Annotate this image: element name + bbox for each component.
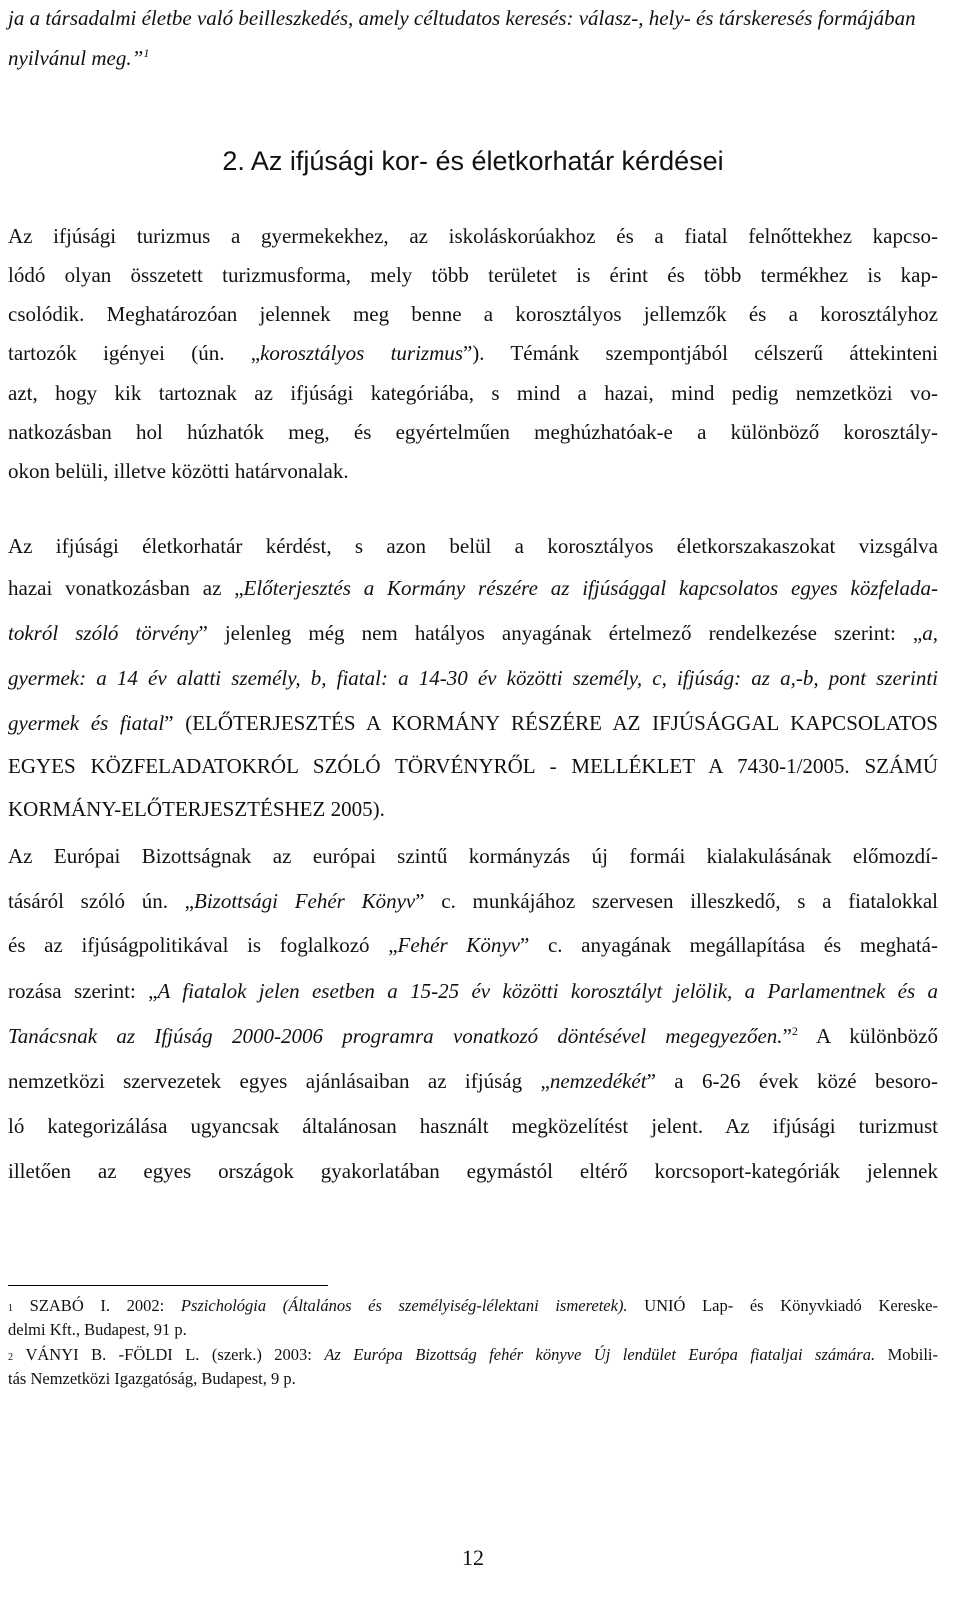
body-text: tokról szóló törvény bbox=[8, 621, 199, 645]
body-text: ” jelenleg még nem hatályos anyagának értelmező rendelkezése szerint: „ bbox=[198, 621, 923, 645]
body-text: Bizottsági Fehér Könyv bbox=[194, 889, 416, 913]
body-text: gyermek: a 14 év alatti személy, b, fiatal: a 14-30 év közötti személy, c, ifjúság: az a,-b, pont szerinti bbox=[8, 666, 938, 690]
body-text: ”). Témánk szempontjából célszerű áttekinteni bbox=[462, 341, 938, 365]
body-text: nemzetközi szervezetek egyes ajánlásaiban az ifjúság „ bbox=[8, 1069, 550, 1093]
footnote-line bbox=[8, 1320, 938, 1340]
body-text: ja a társadalmi életbe való beilleszkedés, amely céltudatos keresés: válasz-, hely- és társkeresés formájában bbox=[8, 6, 916, 30]
body-line bbox=[8, 45, 938, 71]
body-line bbox=[8, 665, 938, 691]
body-text: 7430-1/2005. bbox=[737, 754, 865, 778]
body-text: korosztályos turizmus bbox=[260, 341, 463, 365]
body-text: ” c. anyagának megállapítása és meghatá- bbox=[519, 933, 938, 957]
footnote-marker: 2 bbox=[8, 1352, 13, 1363]
body-line bbox=[8, 932, 938, 958]
body-text: okon belüli, illetve közötti határvonalak. bbox=[8, 459, 349, 483]
footnote-text: delmi Kft., Budapest, 91 p. bbox=[8, 1320, 187, 1339]
footnote-text: VÁNYI B. -FÖLDI L. bbox=[25, 1345, 200, 1364]
body-line bbox=[8, 843, 938, 869]
body-text: ” bbox=[782, 1024, 792, 1048]
footnote-line bbox=[8, 1345, 938, 1365]
body-text: gyermek és fiatal bbox=[8, 711, 165, 735]
body-line bbox=[8, 223, 938, 249]
body-text: natkozásban hol húzhatók meg, és egyértelműen meghúzhatóak-e a különböző korosztály- bbox=[8, 420, 938, 444]
body-text: nemzedékét bbox=[549, 1069, 647, 1093]
body-text: A különböző bbox=[797, 1024, 938, 1048]
footnote-text: SZABÓ I. bbox=[29, 1296, 110, 1315]
body-line bbox=[8, 301, 938, 327]
footnote-line bbox=[8, 1369, 938, 1389]
body-text: ” (ELŐTERJESZTÉS A KORMÁNY RÉSZÉRE AZ IFJÚSÁGGAL KAPCSOLATOS bbox=[164, 711, 938, 735]
section-heading: 2. Az ifjúsági kor- és életkorhatár kérdései bbox=[222, 146, 724, 176]
footnote-marker: 2 bbox=[791, 1024, 798, 1038]
footnote-marker: 1 bbox=[143, 46, 150, 60]
footnote-text: Mobili- bbox=[875, 1345, 938, 1364]
footnote-text: (szerk.) 2003: bbox=[199, 1345, 325, 1364]
body-text: azt, hogy kik tartoznak az ifjúsági kategóriába, s mind a hazai, mind pedig nemzetközi vo- bbox=[8, 381, 938, 405]
body-text: lódó olyan összetett turizmusforma, mely több területet is érint és több termékhez is kap- bbox=[8, 263, 938, 287]
body-line bbox=[8, 1023, 938, 1049]
body-text: és az ifjúságpolitikával is foglalkozó „ bbox=[8, 933, 398, 957]
body-line bbox=[8, 1158, 938, 1184]
body-text: ” c. munkájához szervesen illeszkedő, s a fiatalokkal bbox=[415, 889, 938, 913]
body-text: tartozók igényei (ún. „ bbox=[8, 341, 261, 365]
body-text: nyilvánul meg.” bbox=[8, 46, 144, 70]
body-line bbox=[8, 380, 938, 406]
body-line bbox=[8, 710, 938, 736]
body-line bbox=[8, 620, 938, 646]
body-text: hazai vonatkozásban az „ bbox=[8, 576, 244, 600]
body-line bbox=[8, 796, 938, 822]
footnote-marker: 1 bbox=[8, 1303, 13, 1314]
footnote-text: Az Európa Bizottság fehér könyve Új lendület Európa fiataljai számára. bbox=[324, 1345, 876, 1364]
body-text: tásáról szóló ún. „ bbox=[8, 889, 194, 913]
body-text: Fehér Könyv bbox=[397, 933, 520, 957]
body-line bbox=[8, 575, 938, 601]
body-text: KORMÁNY-ELŐTERJESZTÉSHEZ bbox=[8, 797, 331, 821]
footnote-text: UNIÓ Lap- és Könyvkiadó Kereske- bbox=[627, 1296, 938, 1315]
footnote-text bbox=[13, 1345, 25, 1364]
body-line bbox=[8, 458, 938, 484]
body-text: Előterjesztés a Kormány részére az ifjúsággal kapcsolatos egyes közfelada- bbox=[243, 576, 938, 600]
body-line bbox=[8, 978, 938, 1004]
body-text: illetően az egyes országok gyakorlatában egymástól eltérő korcsoport-kategóriák jelennek bbox=[8, 1159, 938, 1183]
body-text: EGYES KÖZFELADATOKRÓL SZÓLÓ TÖRVÉNYRŐL - MELLÉKLET A bbox=[8, 754, 738, 778]
body-text: Az ifjúsági turizmus a gyermekekhez, az iskoláskorúakhoz és a fiatal felnőttekhez kapcso- bbox=[8, 224, 938, 248]
footnote-line bbox=[8, 1296, 938, 1316]
body-text: Tanácsnak az Ifjúság 2000-2006 programra vonatkozó döntésével megegyezően. bbox=[8, 1024, 783, 1048]
footnote-text: tás Nemzetközi Igazgatóság, Budapest, 9 p. bbox=[8, 1369, 296, 1388]
body-text: Az ifjúsági életkorhatár kérdést, s azon belül a korosztályos életkorszakaszokat vizsgálva bbox=[8, 534, 938, 558]
body-text: SZÁMÚ bbox=[864, 754, 938, 778]
body-text: rozása szerint: „ bbox=[8, 979, 158, 1003]
body-text: ló kategorizálása ugyancsak általánosan használt megközelítést jelent. Az ifjúsági turizmust bbox=[8, 1114, 938, 1138]
body-text: 2005). bbox=[330, 797, 385, 821]
body-text: Az Európai Bizottságnak az európai szintű kormányzás új formái kialakulásának előmozdí- bbox=[8, 844, 938, 868]
body-text: csolódik. Meghatározóan jelennek meg benne a korosztályos jellemzők és a korosztályhoz bbox=[8, 302, 938, 326]
body-line bbox=[8, 262, 938, 288]
footnote-separator bbox=[8, 1285, 328, 1286]
body-text: A fiatalok jelen esetben a 15-25 év közötti korosztályt jelölik, a Parlamentnek és a bbox=[157, 979, 938, 1003]
body-line bbox=[8, 419, 938, 445]
body-line bbox=[8, 340, 938, 366]
body-line bbox=[8, 1068, 938, 1094]
body-text: ” a 6-26 évek közé besoro- bbox=[646, 1069, 938, 1093]
body-text: a, bbox=[922, 621, 939, 645]
footnote-text: Pszichológia (Általános és személyiség-lélektani ismeretek). bbox=[180, 1296, 628, 1315]
footnote-text: 2002: bbox=[110, 1296, 181, 1315]
footnote-text bbox=[13, 1296, 30, 1315]
body-line bbox=[8, 1113, 938, 1139]
page-number: 12 bbox=[462, 1545, 484, 1570]
body-line bbox=[8, 753, 938, 779]
body-line bbox=[8, 888, 938, 914]
body-line bbox=[8, 5, 938, 31]
body-line bbox=[8, 533, 938, 559]
